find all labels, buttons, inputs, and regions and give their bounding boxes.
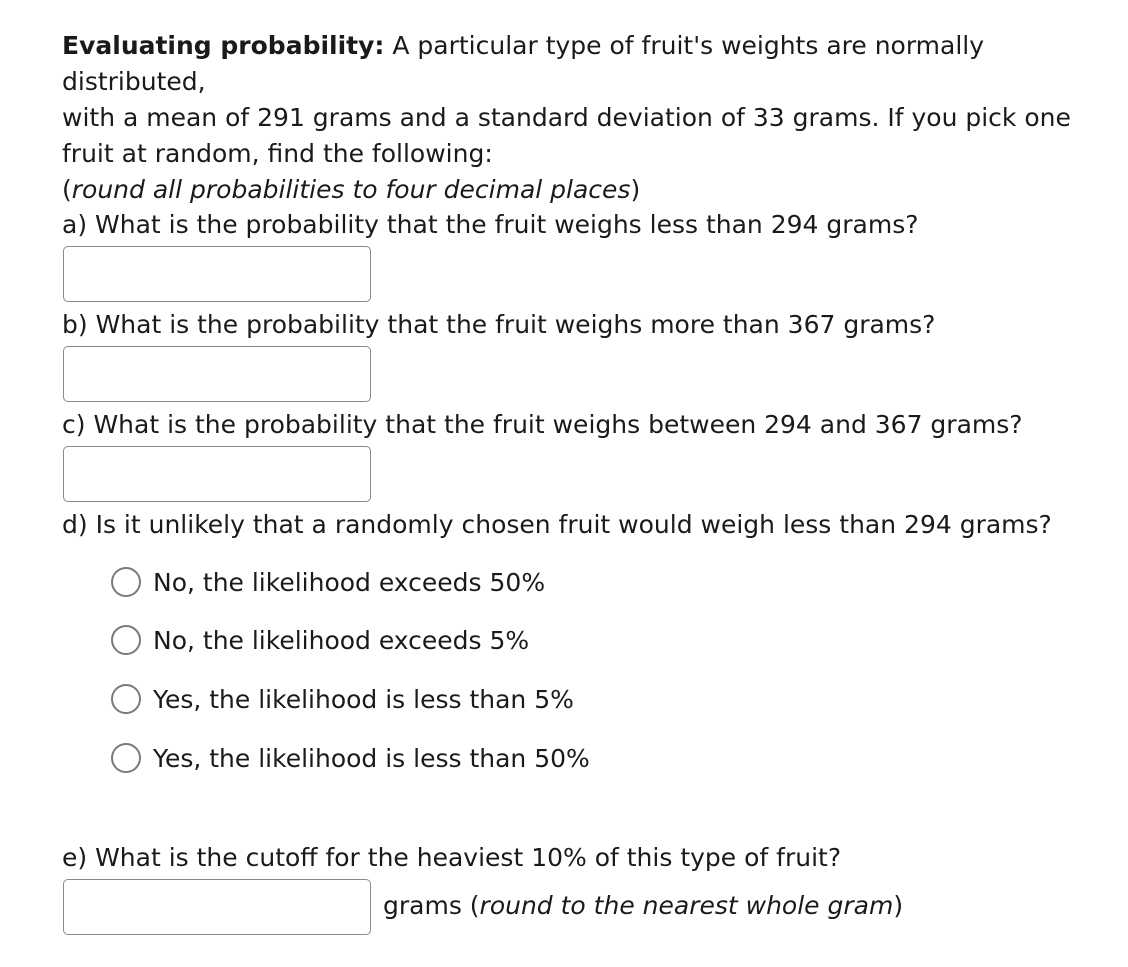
answer-c-input[interactable] — [63, 446, 371, 502]
option-label: Yes, the likelihood is less than 50% — [153, 743, 590, 773]
question-a: a) What is the probability that the fruit weighs less than 294 grams? — [62, 210, 919, 239]
radio-button[interactable] — [111, 743, 141, 773]
answer-e-input[interactable] — [63, 879, 371, 935]
question-d: d) Is it unlikely that a randomly chosen fruit would weigh less than 294 grams? — [62, 510, 1052, 539]
problem-intro — [62, 28, 1122, 208]
option-d-2[interactable] — [111, 625, 529, 655]
option-label: Yes, the likelihood is less than 5% — [153, 684, 574, 714]
answer-e-unit-note: grams (round to the nearest whole gram) — [383, 891, 904, 920]
answer-a-input[interactable] — [63, 246, 371, 302]
intro-line-1: A particular type of fruit's weights are normally distributed, — [62, 31, 985, 96]
question-e: e) What is the cutoff for the heaviest 10% of this type of fruit? — [62, 843, 842, 872]
rounding-note: (round all probabilities to four decimal places) — [62, 175, 641, 204]
intro-line-2: with a mean of 291 grams and a standard deviation of 33 grams. If you pick one — [62, 103, 1071, 132]
answer-b-input[interactable] — [63, 346, 371, 402]
option-label: No, the likelihood exceeds 50% — [153, 567, 546, 597]
option-label: No, the likelihood exceeds 5% — [153, 625, 530, 655]
option-d-4[interactable] — [111, 743, 590, 773]
intro-title: Evaluating probability: — [62, 31, 385, 60]
option-d-1[interactable] — [111, 567, 545, 597]
question-b: b) What is the probability that the fruit weighs more than 367 grams? — [62, 310, 936, 339]
radio-button[interactable] — [111, 625, 141, 655]
intro-paragraph — [62, 28, 1122, 208]
intro-line-3: fruit at random, find the following: — [62, 139, 493, 168]
question-c: c) What is the probability that the fruit weighs between 294 and 367 grams? — [62, 410, 1023, 439]
option-d-3[interactable] — [111, 684, 574, 714]
radio-button[interactable] — [111, 684, 141, 714]
radio-button[interactable] — [111, 567, 141, 597]
